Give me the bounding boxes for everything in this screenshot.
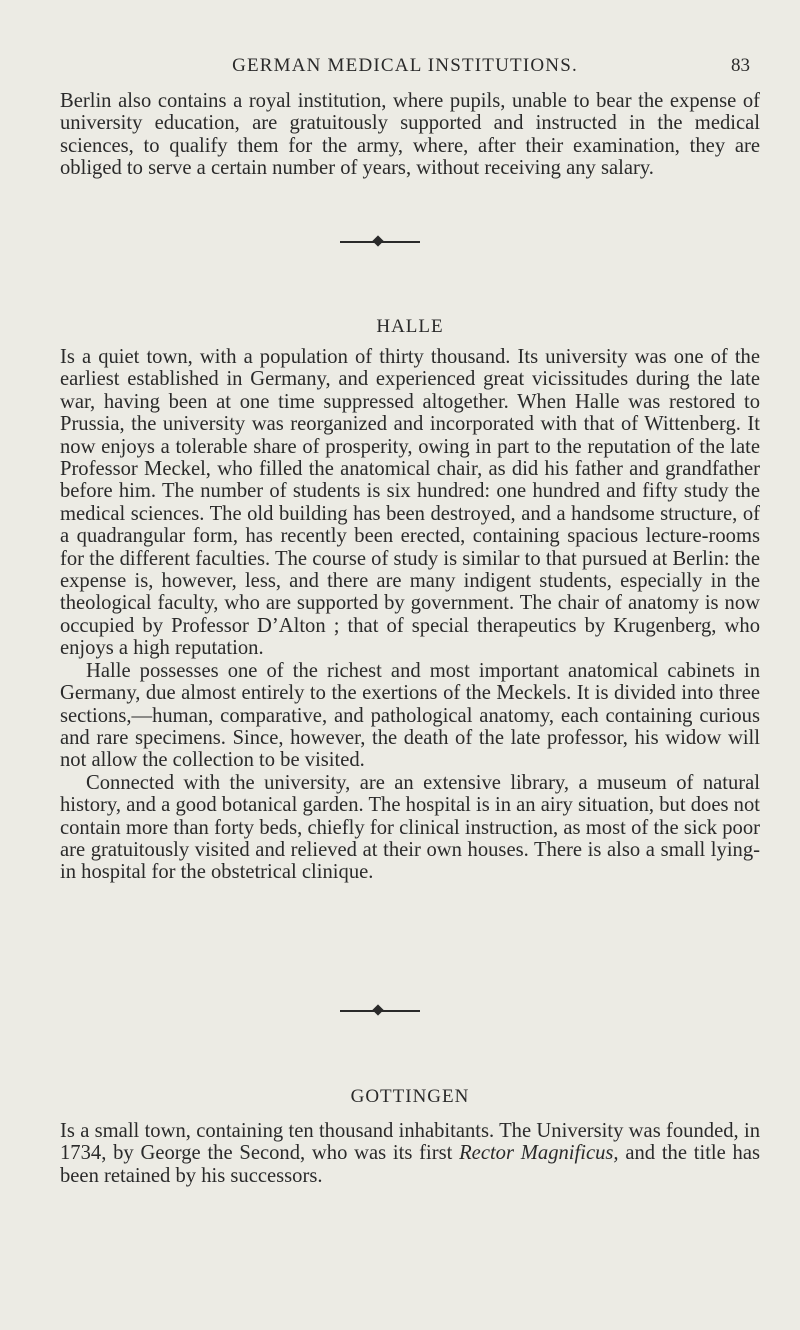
section-divider-ornament-2 [340,1006,420,1016]
running-head-title: GERMAN MEDICAL INSTITUTIONS. [232,55,578,76]
gottingen-section [60,1120,760,1187]
halle-paragraph-3: Connected with the university, are an extensive library, a museum of natural history, and a good botanical garden. The hospital is in an airy situation, but does not contain more than forty beds, chiefly for clinical instruction, as most of the sick poor are gratuitously visited and relieved at their own houses. There is also a small lying-in hospital for the obstetrical clinique. [60,771,760,884]
section-divider-ornament [340,237,420,247]
halle-paragraph-1: Is a quiet town, with a population of thirty thousand. Its university was one of the earliest established in Germany, and experienced great vicissitudes during the late war, having been at one time suppressed altogether. When Halle was restored to Prussia, the university was reorganized and incorporated with that of Wittenberg. It now enjoys a tolerable share of prosperity, owing in part to the reputation of the late Professor Meckel, who filled the anatomical chair, as did his father and grandfather before him. The number of students is six hundred: one hundred and fifty study the medical sciences. The old building has been destroyed, and a handsome structure, of a quadrangular form, has recently been erected, containing spacious lecture-rooms for the different faculties. The course of study is similar to that pursued at Berlin: the expense is, however, less, and there are many indigent students, especially in the theological faculty, who are supported by government. The chair of anatomy is now occupied by Professor D’Alton ; that of special therapeutics by Krugenberg, who enjoys a high reputation. [60,346,760,660]
page-number: 83 [731,55,750,76]
intro-paragraph: Berlin also contains a royal institution, where pupils, unable to bear the expense of university education, are gratuitously supported and instructed in the medical sciences, to qualify them for the army, where, after their examination, they are obliged to serve a certain number of years, without receiving any salary. [60,90,760,180]
gottingen-text-start: Is a small town, containing ten thousand inhabitants. The University was founded, in 1734, by George the Second, who was its first [60,1120,760,1165]
halle-section [60,346,760,884]
gottingen-text-end: and the title has been retained by his successors. [60,1142,760,1187]
halle-heading: HALLE [376,316,444,337]
running-head [60,55,750,79]
gottingen-heading: GOTTINGEN [350,1086,470,1107]
gottingen-text-italic: Rector Magnificus, [459,1142,619,1165]
gottingen-paragraph [60,1120,760,1187]
halle-paragraph-2: Halle possesses one of the richest and most important anatomical cabinets in Germany, due almost entirely to the exertions of the Meckels. It is divided into three sections,—human, comparative, and pathological anatomy, each containing curious and rare specimens. Since, however, the death of the late professor, his widow will not allow the collection to be visited. [60,659,760,772]
intro-section [60,90,760,180]
